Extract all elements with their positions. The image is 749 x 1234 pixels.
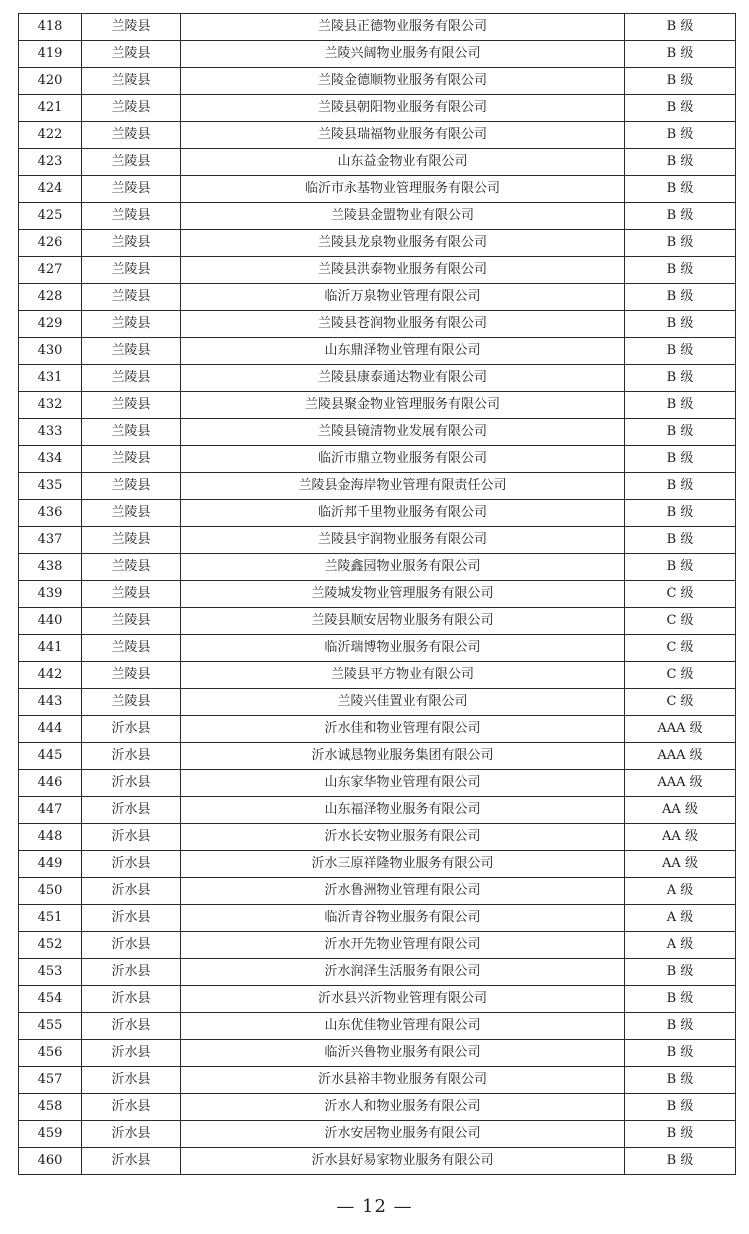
company-name-cell: 兰陵县康泰通达物业有限公司	[181, 365, 625, 392]
table-row	[19, 257, 736, 284]
grade-cell: B 级	[625, 230, 736, 257]
grade-cell: B 级	[625, 473, 736, 500]
grade-cell: C 级	[625, 689, 736, 716]
grade-cell: B 级	[625, 554, 736, 581]
grade-cell: C 级	[625, 581, 736, 608]
row-number-cell: 422	[19, 122, 82, 149]
company-name-cell: 临沂万泉物业管理有限公司	[181, 284, 625, 311]
company-name-cell: 沂水安居物业服务有限公司	[181, 1121, 625, 1148]
rating-table-body	[19, 14, 736, 1175]
grade-cell: B 级	[625, 1040, 736, 1067]
table-row	[19, 608, 736, 635]
county-cell: 兰陵县	[82, 554, 181, 581]
county-cell: 沂水县	[82, 959, 181, 986]
table-row	[19, 41, 736, 68]
grade-cell: AA 级	[625, 797, 736, 824]
row-number-cell: 448	[19, 824, 82, 851]
grade-cell: B 级	[625, 311, 736, 338]
table-row	[19, 581, 736, 608]
company-name-cell: 兰陵县镜清物业发展有限公司	[181, 419, 625, 446]
row-number-cell: 459	[19, 1121, 82, 1148]
table-row	[19, 905, 736, 932]
county-cell: 沂水县	[82, 716, 181, 743]
county-cell: 兰陵县	[82, 230, 181, 257]
company-name-cell: 兰陵县顺安居物业服务有限公司	[181, 608, 625, 635]
table-row	[19, 446, 736, 473]
grade-cell: B 级	[625, 68, 736, 95]
company-name-cell: 兰陵县朝阳物业服务有限公司	[181, 95, 625, 122]
company-name-cell: 兰陵县洪泰物业服务有限公司	[181, 257, 625, 284]
row-number-cell: 418	[19, 14, 82, 41]
table-row	[19, 986, 736, 1013]
county-cell: 沂水县	[82, 905, 181, 932]
grade-cell: B 级	[625, 419, 736, 446]
company-name-cell: 兰陵县聚金物业管理服务有限公司	[181, 392, 625, 419]
table-row	[19, 122, 736, 149]
rating-table-container	[18, 13, 731, 1175]
company-name-cell: 临沂邦千里物业服务有限公司	[181, 500, 625, 527]
company-name-cell: 山东优佳物业管理有限公司	[181, 1013, 625, 1040]
company-name-cell: 兰陵鑫园物业服务有限公司	[181, 554, 625, 581]
company-name-cell: 沂水县兴沂物业管理有限公司	[181, 986, 625, 1013]
company-name-cell: 沂水县好易家物业服务有限公司	[181, 1148, 625, 1175]
county-cell: 兰陵县	[82, 284, 181, 311]
table-row	[19, 68, 736, 95]
grade-cell: B 级	[625, 122, 736, 149]
grade-cell: AAA 级	[625, 770, 736, 797]
company-name-cell: 兰陵县正德物业服务有限公司	[181, 14, 625, 41]
row-number-cell: 436	[19, 500, 82, 527]
row-number-cell: 454	[19, 986, 82, 1013]
company-name-cell: 兰陵县瑞福物业服务有限公司	[181, 122, 625, 149]
company-name-cell: 兰陵兴阔物业服务有限公司	[181, 41, 625, 68]
row-number-cell: 419	[19, 41, 82, 68]
county-cell: 沂水县	[82, 743, 181, 770]
row-number-cell: 425	[19, 203, 82, 230]
grade-cell: B 级	[625, 149, 736, 176]
table-row	[19, 149, 736, 176]
county-cell: 兰陵县	[82, 662, 181, 689]
company-name-cell: 临沂市鼎立物业服务有限公司	[181, 446, 625, 473]
grade-cell: B 级	[625, 446, 736, 473]
company-name-cell: 沂水鲁洲物业管理有限公司	[181, 878, 625, 905]
row-number-cell: 427	[19, 257, 82, 284]
company-name-cell: 临沂兴鲁物业服务有限公司	[181, 1040, 625, 1067]
table-row	[19, 527, 736, 554]
company-name-cell: 山东家华物业管理有限公司	[181, 770, 625, 797]
table-row	[19, 1148, 736, 1175]
table-row	[19, 311, 736, 338]
row-number-cell: 444	[19, 716, 82, 743]
county-cell: 兰陵县	[82, 473, 181, 500]
row-number-cell: 453	[19, 959, 82, 986]
table-row	[19, 743, 736, 770]
table-row	[19, 1067, 736, 1094]
row-number-cell: 446	[19, 770, 82, 797]
county-cell: 兰陵县	[82, 41, 181, 68]
county-cell: 沂水县	[82, 824, 181, 851]
row-number-cell: 432	[19, 392, 82, 419]
table-row	[19, 716, 736, 743]
county-cell: 兰陵县	[82, 500, 181, 527]
company-name-cell: 兰陵县宇润物业服务有限公司	[181, 527, 625, 554]
row-number-cell: 457	[19, 1067, 82, 1094]
grade-cell: AA 级	[625, 824, 736, 851]
row-number-cell: 434	[19, 446, 82, 473]
county-cell: 兰陵县	[82, 608, 181, 635]
row-number-cell: 449	[19, 851, 82, 878]
row-number-cell: 438	[19, 554, 82, 581]
rating-table	[18, 13, 736, 1175]
company-name-cell: 临沂市永基物业管理服务有限公司	[181, 176, 625, 203]
row-number-cell: 452	[19, 932, 82, 959]
table-row	[19, 851, 736, 878]
grade-cell: B 级	[625, 959, 736, 986]
county-cell: 沂水县	[82, 851, 181, 878]
table-row	[19, 365, 736, 392]
row-number-cell: 441	[19, 635, 82, 662]
county-cell: 兰陵县	[82, 581, 181, 608]
company-name-cell: 兰陵金德顺物业服务有限公司	[181, 68, 625, 95]
table-row	[19, 1040, 736, 1067]
county-cell: 兰陵县	[82, 419, 181, 446]
company-name-cell: 沂水佳和物业管理有限公司	[181, 716, 625, 743]
grade-cell: B 级	[625, 95, 736, 122]
grade-cell: B 级	[625, 176, 736, 203]
row-number-cell: 423	[19, 149, 82, 176]
table-row	[19, 689, 736, 716]
county-cell: 兰陵县	[82, 176, 181, 203]
grade-cell: AAA 级	[625, 743, 736, 770]
grade-cell: B 级	[625, 338, 736, 365]
row-number-cell: 426	[19, 230, 82, 257]
county-cell: 兰陵县	[82, 149, 181, 176]
company-name-cell: 兰陵县龙泉物业服务有限公司	[181, 230, 625, 257]
table-row	[19, 554, 736, 581]
row-number-cell: 458	[19, 1094, 82, 1121]
county-cell: 兰陵县	[82, 311, 181, 338]
table-row	[19, 662, 736, 689]
county-cell: 沂水县	[82, 1040, 181, 1067]
county-cell: 沂水县	[82, 770, 181, 797]
county-cell: 沂水县	[82, 1094, 181, 1121]
county-cell: 沂水县	[82, 1148, 181, 1175]
table-row	[19, 1121, 736, 1148]
grade-cell: B 级	[625, 986, 736, 1013]
company-name-cell: 沂水润泽生活服务有限公司	[181, 959, 625, 986]
county-cell: 沂水县	[82, 1067, 181, 1094]
grade-cell: B 级	[625, 257, 736, 284]
grade-cell: B 级	[625, 41, 736, 68]
table-row	[19, 176, 736, 203]
company-name-cell: 兰陵县苍润物业服务有限公司	[181, 311, 625, 338]
company-name-cell: 沂水开先物业管理有限公司	[181, 932, 625, 959]
grade-cell: B 级	[625, 284, 736, 311]
company-name-cell: 沂水县裕丰物业服务有限公司	[181, 1067, 625, 1094]
row-number-cell: 445	[19, 743, 82, 770]
grade-cell: B 级	[625, 1148, 736, 1175]
row-number-cell: 421	[19, 95, 82, 122]
table-row	[19, 635, 736, 662]
grade-cell: AAA 级	[625, 716, 736, 743]
county-cell: 兰陵县	[82, 95, 181, 122]
county-cell: 沂水县	[82, 1121, 181, 1148]
table-row	[19, 878, 736, 905]
company-name-cell: 兰陵县金盟物业有限公司	[181, 203, 625, 230]
company-name-cell: 兰陵县金海岸物业管理有限责任公司	[181, 473, 625, 500]
grade-cell: A 级	[625, 878, 736, 905]
county-cell: 沂水县	[82, 797, 181, 824]
county-cell: 沂水县	[82, 932, 181, 959]
county-cell: 兰陵县	[82, 257, 181, 284]
table-row	[19, 932, 736, 959]
row-number-cell: 442	[19, 662, 82, 689]
county-cell: 沂水县	[82, 986, 181, 1013]
company-name-cell: 兰陵县平方物业有限公司	[181, 662, 625, 689]
grade-cell: B 级	[625, 500, 736, 527]
table-row	[19, 203, 736, 230]
company-name-cell: 沂水人和物业服务有限公司	[181, 1094, 625, 1121]
county-cell: 兰陵县	[82, 635, 181, 662]
county-cell: 兰陵县	[82, 392, 181, 419]
table-row	[19, 230, 736, 257]
company-name-cell: 临沂瑞博物业服务有限公司	[181, 635, 625, 662]
row-number-cell: 440	[19, 608, 82, 635]
table-row	[19, 1094, 736, 1121]
grade-cell: B 级	[625, 14, 736, 41]
row-number-cell: 429	[19, 311, 82, 338]
table-row	[19, 500, 736, 527]
company-name-cell: 沂水三原祥隆物业服务有限公司	[181, 851, 625, 878]
table-row	[19, 14, 736, 41]
grade-cell: A 级	[625, 905, 736, 932]
table-row	[19, 959, 736, 986]
table-row	[19, 1013, 736, 1040]
county-cell: 沂水县	[82, 1013, 181, 1040]
county-cell: 兰陵县	[82, 122, 181, 149]
county-cell: 兰陵县	[82, 14, 181, 41]
row-number-cell: 455	[19, 1013, 82, 1040]
table-row	[19, 824, 736, 851]
county-cell: 兰陵县	[82, 689, 181, 716]
row-number-cell: 437	[19, 527, 82, 554]
table-row	[19, 473, 736, 500]
page-number: — 12 —	[336, 1196, 413, 1217]
table-row	[19, 392, 736, 419]
row-number-cell: 443	[19, 689, 82, 716]
grade-cell: B 级	[625, 527, 736, 554]
row-number-cell: 430	[19, 338, 82, 365]
row-number-cell: 456	[19, 1040, 82, 1067]
company-name-cell: 临沂青谷物业服务有限公司	[181, 905, 625, 932]
row-number-cell: 460	[19, 1148, 82, 1175]
grade-cell: C 级	[625, 662, 736, 689]
grade-cell: B 级	[625, 1013, 736, 1040]
county-cell: 沂水县	[82, 878, 181, 905]
county-cell: 兰陵县	[82, 446, 181, 473]
company-name-cell: 山东鼎泽物业管理有限公司	[181, 338, 625, 365]
grade-cell: AA 级	[625, 851, 736, 878]
grade-cell: C 级	[625, 635, 736, 662]
county-cell: 兰陵县	[82, 365, 181, 392]
row-number-cell: 428	[19, 284, 82, 311]
county-cell: 兰陵县	[82, 203, 181, 230]
company-name-cell: 山东福泽物业服务有限公司	[181, 797, 625, 824]
row-number-cell: 439	[19, 581, 82, 608]
company-name-cell: 兰陵兴佳置业有限公司	[181, 689, 625, 716]
row-number-cell: 450	[19, 878, 82, 905]
company-name-cell: 山东益金物业有限公司	[181, 149, 625, 176]
company-name-cell: 沂水诚恳物业服务集团有限公司	[181, 743, 625, 770]
row-number-cell: 433	[19, 419, 82, 446]
table-row	[19, 95, 736, 122]
grade-cell: B 级	[625, 392, 736, 419]
company-name-cell: 兰陵城发物业管理服务有限公司	[181, 581, 625, 608]
grade-cell: C 级	[625, 608, 736, 635]
row-number-cell: 424	[19, 176, 82, 203]
grade-cell: B 级	[625, 203, 736, 230]
table-row	[19, 284, 736, 311]
grade-cell: A 级	[625, 932, 736, 959]
county-cell: 兰陵县	[82, 68, 181, 95]
grade-cell: B 级	[625, 365, 736, 392]
table-row	[19, 797, 736, 824]
grade-cell: B 级	[625, 1094, 736, 1121]
table-row	[19, 419, 736, 446]
row-number-cell: 451	[19, 905, 82, 932]
county-cell: 兰陵县	[82, 338, 181, 365]
table-row	[19, 770, 736, 797]
row-number-cell: 420	[19, 68, 82, 95]
row-number-cell: 431	[19, 365, 82, 392]
county-cell: 兰陵县	[82, 527, 181, 554]
row-number-cell: 447	[19, 797, 82, 824]
row-number-cell: 435	[19, 473, 82, 500]
table-row	[19, 338, 736, 365]
grade-cell: B 级	[625, 1121, 736, 1148]
company-name-cell: 沂水长安物业服务有限公司	[181, 824, 625, 851]
grade-cell: B 级	[625, 1067, 736, 1094]
